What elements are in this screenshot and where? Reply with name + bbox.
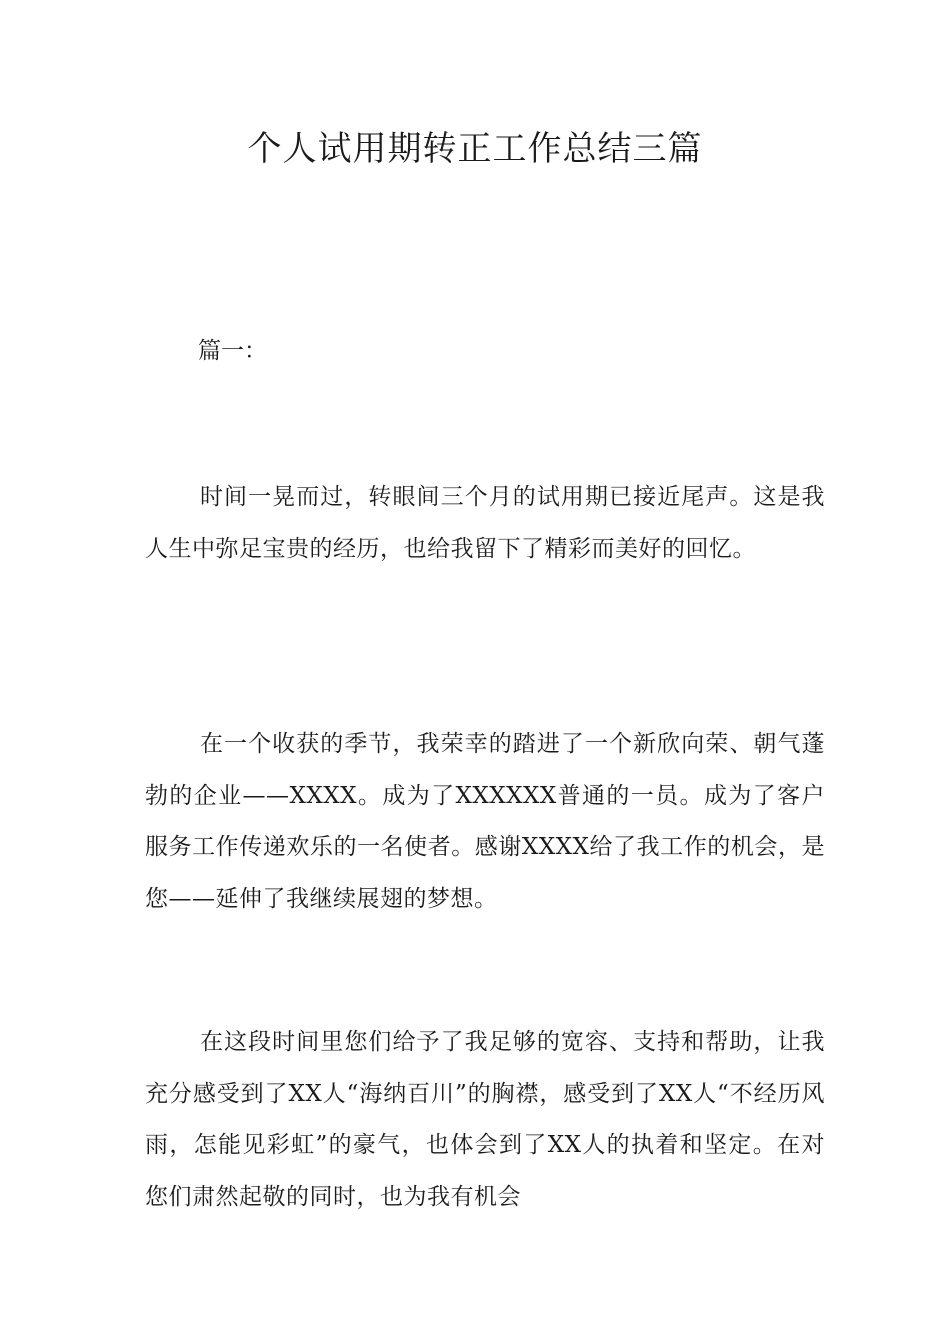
paragraph-1: 时间一晃而过，转眼间三个月的试用期已接近尾声。这是我人生中弥足宝贵的经历，也给我留下了精彩而美好的回忆。 xyxy=(145,484,825,562)
document-title: 个人试用期转正工作总结三篇 xyxy=(247,129,703,169)
section-label: 篇一： xyxy=(198,338,267,364)
paragraph-3: 在这段时间里您们给予了我足够的宽容、支持和帮助，让我充分感受到了XX人“海纳百川”的胸襟，感受到了XX人“不经历风雨，怎能见彩虹”的豪气，也体会到了XX人的执着和坚定。在对您们肃然起敬的同时，也为我有机会 xyxy=(145,1029,825,1210)
paragraph-2: 在一个收获的季节，我荣幸的踏进了一个新欣向荣、朝气蓬勃的企业——XXXX。成为了XXXXXX普通的一员。成为了客户服务工作传递欢乐的一名使者。感谢XXXX给了我工作的机会，是您——延伸了我继续展翅的梦想。 xyxy=(145,731,825,912)
